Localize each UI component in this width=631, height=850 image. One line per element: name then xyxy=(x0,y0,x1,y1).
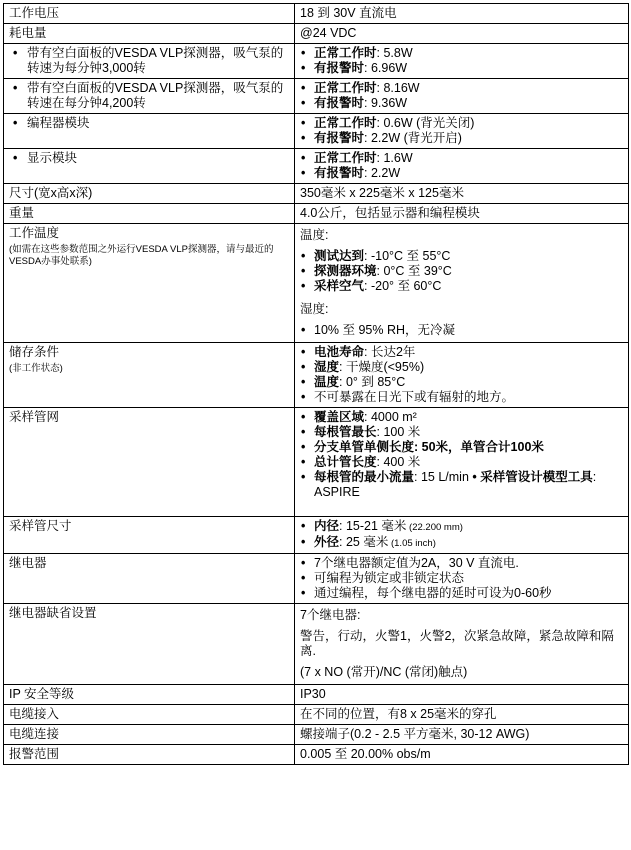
list-item: • 有报警时: 2.2W xyxy=(300,166,623,181)
list-item: • 每根管最长: 100 米 xyxy=(300,425,623,440)
row-value xyxy=(295,114,629,149)
row-label: 电缆连接 xyxy=(4,725,295,745)
table-row xyxy=(4,24,629,44)
table-row xyxy=(4,204,629,224)
table-row xyxy=(4,408,629,517)
humidity-heading: 湿度: xyxy=(300,302,329,316)
list-item: • 测试达到: -10°C 至 55°C xyxy=(300,249,623,264)
specification-table xyxy=(3,3,629,765)
row-value: 350毫米 x 225毫米 x 125毫米 xyxy=(295,184,629,204)
row-note: (如需在这些参数范围之外运行VESDA VLP探测器，请与最近的VESDA办事处联系) xyxy=(9,244,274,267)
row-note: (非工作状态) xyxy=(9,363,63,374)
table-row xyxy=(4,517,629,554)
relay-default-line: 警告，行动，火警1，火警2，次紧急故障，紧急故障和隔离. xyxy=(300,629,614,658)
row-label: 采样管尺寸 xyxy=(4,517,295,554)
row-title: 储存条件 xyxy=(9,345,60,359)
list-item: • 分支单管单侧长度: 50米，单管合计100米 xyxy=(300,440,623,455)
row-value xyxy=(295,79,629,114)
table-row xyxy=(4,725,629,745)
list-item: • 可编程为锁定或非锁定状态 xyxy=(300,571,623,586)
row-value: 在不同的位置，有8 x 25毫米的穿孔 xyxy=(295,705,629,725)
list-item: • 探测器环境: 0°C 至 39°C xyxy=(300,264,623,279)
list-item: • 采样空气: -20° 至 60°C xyxy=(300,279,623,294)
table-row xyxy=(4,554,629,604)
bullet-label: • 带有空白面板的VESDA VLP探测器，吸气泵的转速在每分钟4,200转 xyxy=(9,81,289,111)
row-value xyxy=(295,343,629,408)
relay-default-line: 7个继电器: xyxy=(300,608,361,622)
row-label: 尺寸(宽x高x深) xyxy=(4,184,295,204)
table-row xyxy=(4,114,629,149)
table-row xyxy=(4,685,629,705)
list-item: • 温度: 0° 到 85°C xyxy=(300,375,623,390)
row-value: 0.005 至 20.00% obs/m xyxy=(295,745,629,765)
row-label xyxy=(4,44,295,79)
list-item: • 正常工作时: 8.16W xyxy=(300,81,623,96)
row-label: 继电器 xyxy=(4,554,295,604)
list-item: • 正常工作时: 0.6W (背光关闭) xyxy=(300,116,623,131)
row-label xyxy=(4,149,295,184)
list-item: • 湿度: 干燥度(<95%) xyxy=(300,360,623,375)
list-item: • 内径: 15-21 毫米 (22.200 mm) xyxy=(300,519,623,535)
row-title: 工作温度 xyxy=(9,226,60,240)
row-label xyxy=(4,343,295,408)
list-item: • 有报警时: 6.96W xyxy=(300,61,623,76)
list-item: • 10% 至 95% RH，无冷凝 xyxy=(300,323,623,338)
bullet-label: • 带有空白面板的VESDA VLP探测器，吸气泵的转速为每分钟3,000转 xyxy=(9,46,289,76)
row-label: 采样管网 xyxy=(4,408,295,517)
temperature-heading: 温度: xyxy=(300,228,329,242)
list-item: • 有报警时: 9.36W xyxy=(300,96,623,111)
table-row xyxy=(4,224,629,343)
list-item: • 外径: 25 毫米 (1.05 inch) xyxy=(300,535,623,551)
table-row xyxy=(4,604,629,685)
table-row xyxy=(4,4,629,24)
row-value: 4.0公斤，包括显示器和编程模块 xyxy=(295,204,629,224)
row-label: 继电器缺省设置 xyxy=(4,604,295,685)
list-item: • 不可暴露在日光下或有辐射的地方。 xyxy=(300,390,623,405)
row-value xyxy=(295,604,629,685)
table-row xyxy=(4,149,629,184)
row-label: 报警范围 xyxy=(4,745,295,765)
bullet-label: • 编程器模块 xyxy=(9,116,289,131)
list-item: • 通过编程，每个继电器的延时可设为0-60秒 xyxy=(300,586,623,601)
row-value: @24 VDC xyxy=(295,24,629,44)
row-label xyxy=(4,224,295,343)
list-item: • 每根管的最小流量: 15 L/min • 采样管设计模型工具: ASPIRE xyxy=(300,470,623,500)
list-item: • 正常工作时: 1.6W xyxy=(300,151,623,166)
bullet-label: • 显示模块 xyxy=(9,151,289,166)
list-item: • 电池寿命: 长达2年 xyxy=(300,345,623,360)
row-label: 耗电量 xyxy=(4,24,295,44)
row-label xyxy=(4,79,295,114)
table-row xyxy=(4,343,629,408)
row-value: 螺接端子(0.2 - 2.5 平方毫米, 30-12 AWG) xyxy=(295,725,629,745)
row-value: IP30 xyxy=(295,685,629,705)
row-value xyxy=(295,224,629,343)
row-value: 18 到 30V 直流电 xyxy=(295,4,629,24)
row-value xyxy=(295,408,629,517)
list-item: • 正常工作时: 5.8W xyxy=(300,46,623,61)
table-row xyxy=(4,44,629,79)
list-item: • 7个继电器额定值为2A，30 V 直流电. xyxy=(300,556,623,571)
table-row xyxy=(4,184,629,204)
row-value xyxy=(295,517,629,554)
row-label: 重量 xyxy=(4,204,295,224)
row-label: 电缆接入 xyxy=(4,705,295,725)
relay-default-line: (7 x NO (常开)/NC (常闭)触点) xyxy=(300,665,468,679)
table-row xyxy=(4,79,629,114)
row-value xyxy=(295,554,629,604)
list-item: • 总计管长度: 400 米 xyxy=(300,455,623,470)
row-label: IP 安全等级 xyxy=(4,685,295,705)
row-value xyxy=(295,149,629,184)
list-item: • 有报警时: 2.2W (背光开启) xyxy=(300,131,623,146)
list-item: • 覆盖区域: 4000 m² xyxy=(300,410,623,425)
row-label: 工作电压 xyxy=(4,4,295,24)
row-label xyxy=(4,114,295,149)
table-row xyxy=(4,705,629,725)
row-value xyxy=(295,44,629,79)
table-row xyxy=(4,745,629,765)
